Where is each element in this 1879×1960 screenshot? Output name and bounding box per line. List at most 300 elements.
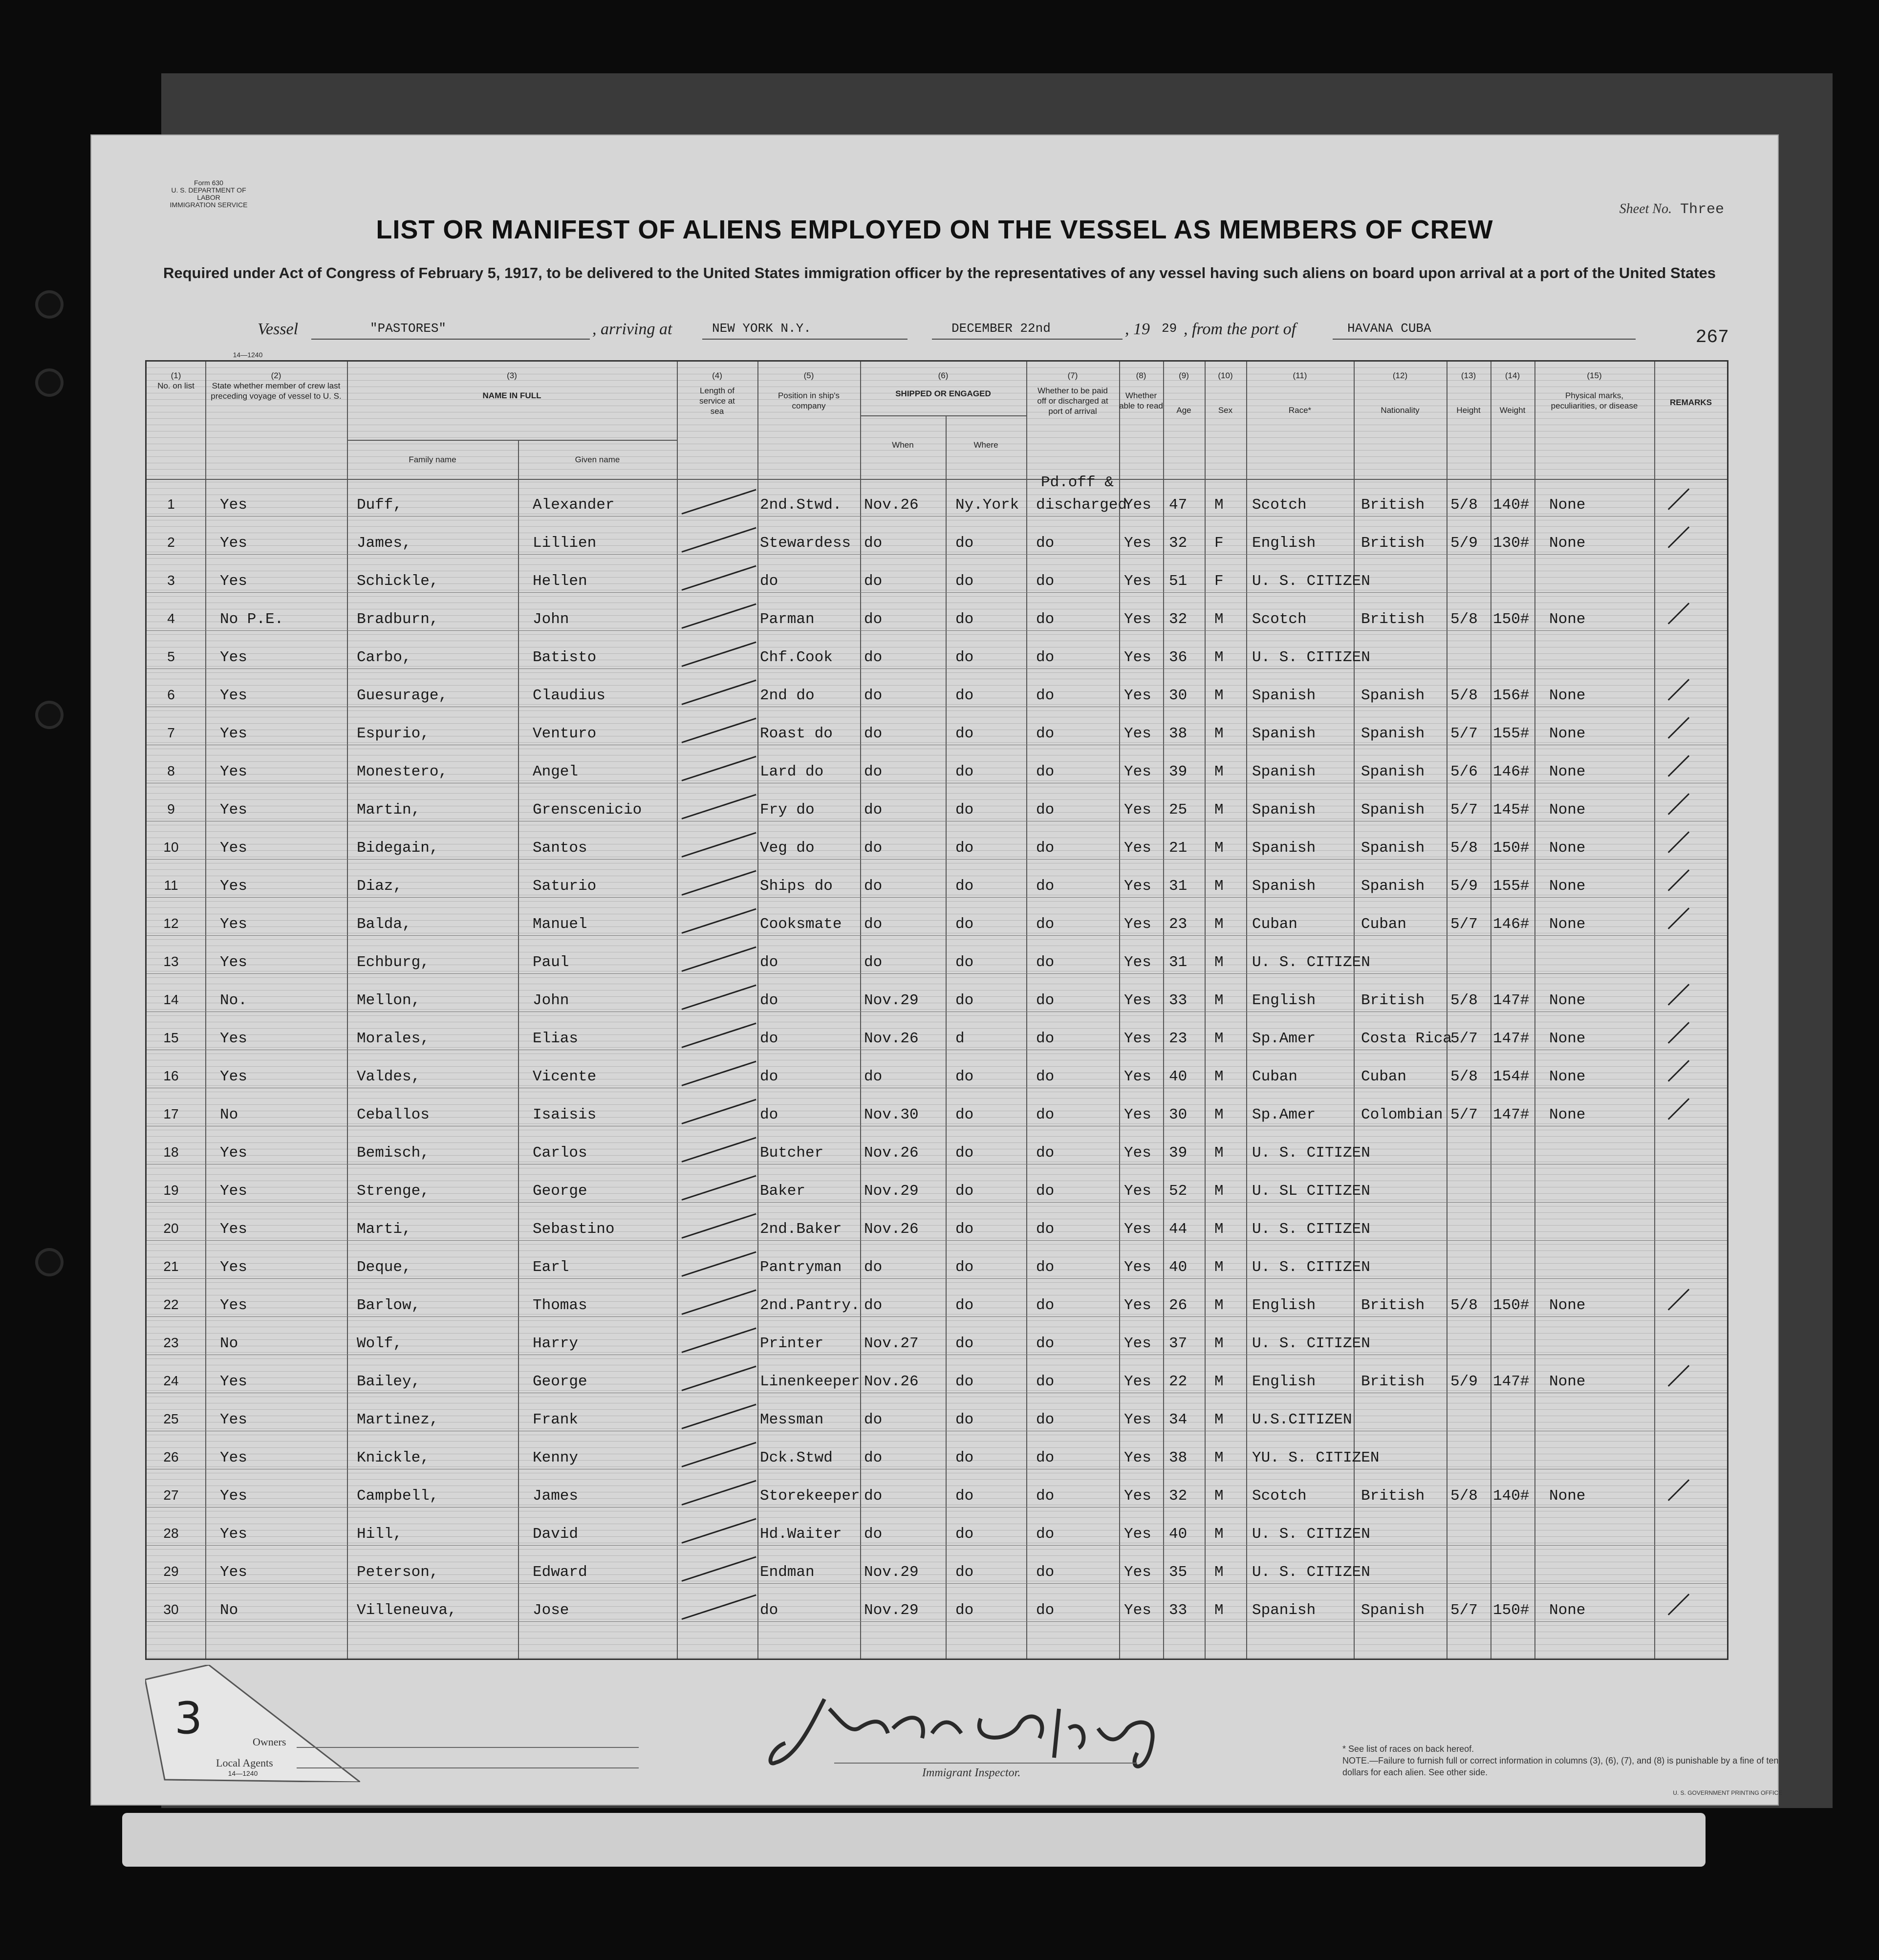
header-family-name: Family name xyxy=(409,455,456,464)
cell-n: 15 xyxy=(163,1030,179,1045)
check-mark xyxy=(682,908,756,934)
cell-weight: 150# xyxy=(1493,611,1530,628)
cell-read: Yes xyxy=(1124,1030,1151,1047)
cell-nat: Spanish xyxy=(1361,1602,1425,1619)
cell-where: do xyxy=(955,916,974,933)
cell-prev: Yes xyxy=(220,1259,247,1276)
check-mark xyxy=(682,1480,756,1506)
cell-race: U. S. CITIZEN xyxy=(1252,573,1370,590)
cell-given: Santos xyxy=(533,840,587,857)
cell-given: Angel xyxy=(533,763,579,780)
remark-check-mark xyxy=(1668,831,1690,853)
check-mark xyxy=(682,1594,756,1620)
sheet-number-value: Three xyxy=(1680,201,1724,218)
cell-race: Scotch xyxy=(1252,1487,1307,1505)
cell-read: Yes xyxy=(1124,992,1151,1009)
cell-marks: None xyxy=(1549,1106,1586,1123)
table-row xyxy=(147,1584,1727,1622)
cell-given: Grenscenicio xyxy=(533,801,642,818)
printer-credit: U. S. GOVERNMENT PRINTING OFFICE xyxy=(1673,1789,1782,1796)
cell-weight: 155# xyxy=(1493,725,1530,742)
check-mark xyxy=(682,603,756,629)
cell-where: do xyxy=(955,573,974,590)
cell-prev: Yes xyxy=(220,1068,247,1085)
punch-hole xyxy=(38,704,61,726)
cell-family: Espurio, xyxy=(357,725,430,742)
cell-n: 24 xyxy=(163,1373,179,1388)
header-col-4: (4) Length of service at sea xyxy=(699,371,735,416)
cell-family: Duff, xyxy=(357,496,403,514)
cell-when: Nov.26 xyxy=(864,1030,919,1047)
cell-paid: do xyxy=(1036,1068,1055,1085)
vessel-line xyxy=(145,320,1734,344)
cell-height: 5/8 xyxy=(1450,992,1478,1009)
note-races: * See list of races on back hereof. xyxy=(1342,1744,1474,1754)
cell-nat: Spanish xyxy=(1361,763,1425,780)
cell-height: 5/8 xyxy=(1450,1068,1478,1085)
remark-check-mark xyxy=(1668,1060,1690,1082)
cell-where: do xyxy=(955,1259,974,1276)
footer-form-code: 14—1240 xyxy=(228,1769,258,1777)
cell-given: Hellen xyxy=(533,573,587,590)
table-row xyxy=(147,1432,1727,1470)
cell-height: 5/7 xyxy=(1450,1030,1478,1047)
cell-race: English xyxy=(1252,535,1316,552)
cell-family: Carbo, xyxy=(357,649,411,666)
remark-check-mark xyxy=(1668,793,1690,815)
cell-position: Cooksmate xyxy=(760,916,842,933)
cell-where: do xyxy=(955,649,974,666)
cell-paid: do xyxy=(1036,1144,1055,1162)
remark-check-mark xyxy=(1668,869,1690,891)
cell-read: Yes xyxy=(1124,763,1151,780)
check-mark xyxy=(682,870,756,896)
cell-race: U. S. CITIZEN xyxy=(1252,1221,1370,1238)
table-row xyxy=(147,1051,1727,1089)
row-divider xyxy=(147,554,1727,555)
cell-sex: M xyxy=(1214,1411,1224,1428)
cell-when: Nov.27 xyxy=(864,1335,919,1352)
vessel-label: Vessel xyxy=(258,320,299,338)
cell-family: Campbell, xyxy=(357,1487,439,1505)
cell-n: 1 xyxy=(167,496,175,512)
cell-sex: M xyxy=(1214,878,1224,895)
cell-prev: Yes xyxy=(220,687,247,704)
cell-read: Yes xyxy=(1124,1487,1151,1505)
cell-where: do xyxy=(955,1373,974,1390)
cell-when: do xyxy=(864,1487,883,1505)
row-divider xyxy=(147,630,1727,631)
cell-race: Spanish xyxy=(1252,1602,1316,1619)
cell-position: Stewardess xyxy=(760,535,851,552)
cell-n: 7 xyxy=(167,725,175,740)
cell-paid: do xyxy=(1036,1221,1055,1238)
cell-marks: None xyxy=(1549,1030,1586,1047)
footer-notes xyxy=(1342,1743,1782,1799)
cell-age: 26 xyxy=(1169,1297,1188,1314)
cell-sex: M xyxy=(1214,1106,1224,1123)
cell-weight: 150# xyxy=(1493,1297,1530,1314)
cell-weight: 155# xyxy=(1493,878,1530,895)
check-mark xyxy=(682,680,756,705)
cell-read: Yes xyxy=(1124,649,1151,666)
cell-sex: M xyxy=(1214,1030,1224,1047)
cell-paid: do xyxy=(1036,878,1055,895)
cell-weight: 147# xyxy=(1493,992,1530,1009)
cell-marks: None xyxy=(1549,992,1586,1009)
cell-given: Paul xyxy=(533,954,569,971)
cell-race: U. S. CITIZEN xyxy=(1252,1259,1370,1276)
crew-rows xyxy=(147,474,1727,1658)
cell-n: 12 xyxy=(163,916,179,931)
header-remarks: REMARKS xyxy=(1670,398,1712,407)
cell-age: 22 xyxy=(1169,1373,1188,1390)
cell-read: Yes xyxy=(1124,573,1151,590)
remark-check-mark xyxy=(1668,717,1690,739)
table-row xyxy=(147,784,1727,822)
cell-given: Batisto xyxy=(533,649,597,666)
cell-family: Bemisch, xyxy=(357,1144,430,1162)
cell-paid: do xyxy=(1036,916,1055,933)
cell-age: 38 xyxy=(1169,1449,1188,1466)
table-row xyxy=(147,593,1727,631)
cell-race: Spanish xyxy=(1252,687,1316,704)
cell-sex: M xyxy=(1214,611,1224,628)
cell-family: Morales, xyxy=(357,1030,430,1047)
cell-sex: M xyxy=(1214,649,1224,666)
cell-weight: 140# xyxy=(1493,496,1530,514)
cell-paid-top: Pd.off & xyxy=(1041,474,1114,491)
cell-weight: 150# xyxy=(1493,1602,1530,1619)
table-row xyxy=(147,1508,1727,1546)
cell-when: do xyxy=(864,840,883,857)
cell-race: Cuban xyxy=(1252,1068,1298,1085)
cell-height: 5/8 xyxy=(1450,611,1478,628)
cell-sex: M xyxy=(1214,992,1224,1009)
table-row xyxy=(147,1279,1727,1317)
cell-position: 2nd.Stwd. xyxy=(760,496,842,514)
table-row xyxy=(147,1165,1727,1203)
cell-family: Valdes, xyxy=(357,1068,421,1085)
cell-paid: do xyxy=(1036,1259,1055,1276)
form-department: U. S. DEPARTMENT OF LABOR xyxy=(171,186,246,201)
remark-check-mark xyxy=(1668,755,1690,777)
cell-read: Yes xyxy=(1124,1144,1151,1162)
cell-read: Yes xyxy=(1124,954,1151,971)
header-given-name: Given name xyxy=(575,455,620,464)
cell-position: 2nd.Pantry. xyxy=(760,1297,860,1314)
cell-n: 20 xyxy=(163,1221,179,1236)
cell-paid: do xyxy=(1036,611,1055,628)
cell-marks: None xyxy=(1549,496,1586,514)
cell-position: Chf.Cook xyxy=(760,649,833,666)
cell-paid: do xyxy=(1036,954,1055,971)
cell-where: do xyxy=(955,1487,974,1505)
cell-when: do xyxy=(864,763,883,780)
cell-race: Sp.Amer xyxy=(1252,1030,1316,1047)
row-divider xyxy=(147,1545,1727,1546)
cell-where: do xyxy=(955,1602,974,1619)
remark-check-mark xyxy=(1668,1098,1690,1120)
cell-marks: None xyxy=(1549,878,1586,895)
cell-position: Linenkeeper xyxy=(760,1373,860,1390)
cell-n: 14 xyxy=(163,992,179,1007)
cell-height: 5/8 xyxy=(1450,687,1478,704)
header-col-8: (8) Whether able to read xyxy=(1119,371,1163,410)
cell-when: do xyxy=(864,1068,883,1085)
cell-paid: do xyxy=(1036,1335,1055,1352)
cell-marks: None xyxy=(1549,801,1586,818)
cell-where: do xyxy=(955,840,974,857)
cell-read: Yes xyxy=(1124,1297,1151,1314)
table-row xyxy=(147,517,1727,555)
cell-read: Yes xyxy=(1124,687,1151,704)
arrival-date: DECEMBER 22nd xyxy=(951,321,1051,336)
cell-position: Ships do xyxy=(760,878,833,895)
cell-where: do xyxy=(955,611,974,628)
cell-marks: None xyxy=(1549,687,1586,704)
header-col-13: (13) Height xyxy=(1456,371,1481,415)
cell-position: 2nd do xyxy=(760,687,815,704)
cell-sex: F xyxy=(1214,573,1224,590)
cell-n: 18 xyxy=(163,1144,179,1160)
cell-paid: do xyxy=(1036,1030,1055,1047)
form-code-top: 14—1240 xyxy=(233,351,263,359)
cell-position: Roast do xyxy=(760,725,833,742)
cell-n: 27 xyxy=(163,1487,179,1503)
cell-position: do xyxy=(760,1068,778,1085)
cell-sex: M xyxy=(1214,1564,1224,1581)
cell-race: Scotch xyxy=(1252,611,1307,628)
check-mark xyxy=(682,718,756,743)
cell-when: do xyxy=(864,687,883,704)
cell-read: Yes xyxy=(1124,1335,1151,1352)
vessel-name: "PASTORES" xyxy=(370,321,447,336)
cell-family: Barlow, xyxy=(357,1297,421,1314)
cell-read: Yes xyxy=(1124,840,1151,857)
cell-given: George xyxy=(533,1373,587,1390)
cell-position: Baker xyxy=(760,1183,806,1200)
cell-nat: Spanish xyxy=(1361,687,1425,704)
cell-paid: do xyxy=(1036,687,1055,704)
arrival-port: NEW YORK N.Y. xyxy=(712,321,811,336)
cell-family: Martin, xyxy=(357,801,421,818)
cell-where: do xyxy=(955,725,974,742)
cell-nat: British xyxy=(1361,611,1425,628)
cell-when: do xyxy=(864,535,883,552)
cell-when: Nov.26 xyxy=(864,1144,919,1162)
header-col-6: (6) SHIPPED OR ENGAGED xyxy=(895,371,991,398)
remark-check-mark xyxy=(1668,526,1690,548)
cell-prev: Yes xyxy=(220,1221,247,1238)
form-identifier xyxy=(160,179,258,209)
page-number: 267 xyxy=(1695,327,1729,348)
cell-sex: M xyxy=(1214,1487,1224,1505)
cell-prev: No. xyxy=(220,992,247,1009)
cell-race: Cuban xyxy=(1252,916,1298,933)
cell-sex: M xyxy=(1214,1221,1224,1238)
cell-marks: None xyxy=(1549,725,1586,742)
cell-n: 3 xyxy=(167,573,175,588)
cell-n: 2 xyxy=(167,535,175,550)
check-mark xyxy=(682,1175,756,1201)
table-row xyxy=(147,669,1727,708)
punch-hole xyxy=(38,293,61,316)
cell-prev: Yes xyxy=(220,1373,247,1390)
remark-check-mark xyxy=(1668,907,1690,929)
cell-age: 32 xyxy=(1169,611,1188,628)
cell-sex: M xyxy=(1214,1183,1224,1200)
cell-race: U. S. CITIZEN xyxy=(1252,1335,1370,1352)
cell-age: 21 xyxy=(1169,840,1188,857)
cell-n: 23 xyxy=(163,1335,179,1350)
cell-paid: do xyxy=(1036,1487,1055,1505)
cell-position: Printer xyxy=(760,1335,824,1352)
cell-age: 44 xyxy=(1169,1221,1188,1238)
cell-when: Nov.26 xyxy=(864,1221,919,1238)
cell-position: Veg do xyxy=(760,840,815,857)
page-subtitle: Required under Act of Congress of February 5, 1917, to be delivered to the United States immigration officer by the representatives of any vessel having such aliens on board upon arrival at a port of the United States xyxy=(163,264,1716,281)
cell-family: Monestero, xyxy=(357,763,448,780)
header-col-12: (12) Nationality xyxy=(1381,371,1420,415)
cell-when: do xyxy=(864,1526,883,1543)
cell-age: 40 xyxy=(1169,1259,1188,1276)
cell-race: U. S. CITIZEN xyxy=(1252,1526,1370,1543)
cell-marks: None xyxy=(1549,1068,1586,1085)
cell-age: 33 xyxy=(1169,992,1188,1009)
cell-where: do xyxy=(955,954,974,971)
cell-family: Wolf, xyxy=(357,1335,403,1352)
cell-given: Venturo xyxy=(533,725,597,742)
cell-nat: Cuban xyxy=(1361,916,1407,933)
cell-age: 38 xyxy=(1169,725,1188,742)
cell-weight: 146# xyxy=(1493,916,1530,933)
cell-height: 5/9 xyxy=(1450,878,1478,895)
header-col-15: (15) Physical marks, peculiarities, or disease xyxy=(1551,371,1638,410)
cell-n: 13 xyxy=(163,954,179,969)
cell-age: 51 xyxy=(1169,573,1188,590)
cell-n: 28 xyxy=(163,1526,179,1541)
cell-when: do xyxy=(864,649,883,666)
cell-paid: do xyxy=(1036,1297,1055,1314)
remark-check-mark xyxy=(1668,488,1690,510)
cell-age: 23 xyxy=(1169,1030,1188,1047)
cell-height: 5/7 xyxy=(1450,725,1478,742)
header-col-1: (1) No. on list xyxy=(157,371,194,390)
cell-marks: None xyxy=(1549,535,1586,552)
cell-when: Nov.29 xyxy=(864,1602,919,1619)
cell-race: Spanish xyxy=(1252,840,1316,857)
cell-prev: Yes xyxy=(220,1564,247,1581)
cell-nat: British xyxy=(1361,1297,1425,1314)
cell-race: U. S. CITIZEN xyxy=(1252,954,1370,971)
cell-age: 31 xyxy=(1169,954,1188,971)
header-col-9: (9) Age xyxy=(1176,371,1191,415)
local-agents-label: Local Agents xyxy=(216,1757,273,1769)
cell-where: do xyxy=(955,1449,974,1466)
cell-when: do xyxy=(864,916,883,933)
cell-nat: British xyxy=(1361,1373,1425,1390)
cell-when: do xyxy=(864,801,883,818)
table-row xyxy=(147,1317,1727,1356)
check-mark xyxy=(682,1328,756,1353)
cell-race: Sp.Amer xyxy=(1252,1106,1316,1123)
check-mark xyxy=(682,1518,756,1544)
cell-given: David xyxy=(533,1526,579,1543)
cell-age: 25 xyxy=(1169,801,1188,818)
table-row xyxy=(147,1546,1727,1584)
cell-where: do xyxy=(955,1564,974,1581)
check-mark xyxy=(682,1290,756,1315)
check-mark xyxy=(682,832,756,858)
cell-height: 5/8 xyxy=(1450,840,1478,857)
cell-position: Parman xyxy=(760,611,815,628)
table-row xyxy=(147,1089,1727,1127)
cell-prev: Yes xyxy=(220,1030,247,1047)
cell-sex: M xyxy=(1214,1144,1224,1162)
remark-check-mark xyxy=(1668,1365,1690,1387)
cell-given: Thomas xyxy=(533,1297,587,1314)
cell-when: do xyxy=(864,1297,883,1314)
cell-nat: Cuban xyxy=(1361,1068,1407,1085)
cell-age: 39 xyxy=(1169,763,1188,780)
cell-height: 5/9 xyxy=(1450,535,1478,552)
cell-given: Carlos xyxy=(533,1144,587,1162)
cell-position: do xyxy=(760,1602,778,1619)
cell-n: 9 xyxy=(167,801,175,817)
cell-given: Manuel xyxy=(533,916,587,933)
cell-paid: do xyxy=(1036,535,1055,552)
table-row xyxy=(147,474,1727,517)
cell-height: 5/7 xyxy=(1450,1106,1478,1123)
row-divider xyxy=(147,1202,1727,1203)
cell-read: Yes xyxy=(1124,496,1151,514)
header-when: When xyxy=(892,440,914,450)
cell-given: Elias xyxy=(533,1030,579,1047)
cell-weight: 140# xyxy=(1493,1487,1530,1505)
row-divider xyxy=(147,668,1727,669)
table-row xyxy=(147,898,1727,936)
table-row xyxy=(147,1241,1727,1279)
cell-height: 5/8 xyxy=(1450,1487,1478,1505)
inspector-caption: Immigrant Inspector. xyxy=(922,1766,1021,1779)
row-divider xyxy=(147,935,1727,936)
cell-when: do xyxy=(864,725,883,742)
cell-paid: do xyxy=(1036,1564,1055,1581)
cell-given: James xyxy=(533,1487,579,1505)
cell-given: Edward xyxy=(533,1564,587,1581)
cell-given: Lillien xyxy=(533,535,597,552)
cell-prev: Yes xyxy=(220,878,247,895)
cell-prev: No xyxy=(220,1335,238,1352)
remark-check-mark xyxy=(1668,1289,1690,1311)
cell-sex: M xyxy=(1214,1297,1224,1314)
cell-marks: None xyxy=(1549,916,1586,933)
header-col-11: (11) Race* xyxy=(1288,371,1312,415)
cell-age: 23 xyxy=(1169,916,1188,933)
cell-sex: M xyxy=(1214,1068,1224,1085)
cell-height: 5/8 xyxy=(1450,496,1478,514)
cell-read: Yes xyxy=(1124,1183,1151,1200)
table-row xyxy=(147,555,1727,593)
cell-weight: 145# xyxy=(1493,801,1530,818)
cell-position: Endman xyxy=(760,1564,815,1581)
cell-nat: Costa Rica xyxy=(1361,1030,1452,1047)
cell-where: Ny.York xyxy=(955,496,1019,514)
cell-paid: do xyxy=(1036,1449,1055,1466)
cell-height: 5/7 xyxy=(1450,1602,1478,1619)
check-mark xyxy=(682,1099,756,1124)
